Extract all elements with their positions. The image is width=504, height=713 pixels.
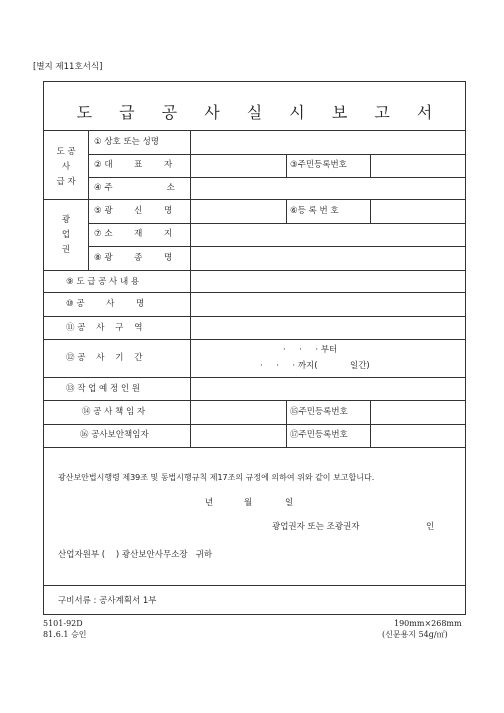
divider — [43, 130, 466, 131]
field-label-work-name: ⑩ 공 사 명 — [66, 299, 145, 309]
divider — [370, 199, 371, 223]
field-label-planned-workers: ⑬ 작 업 예 정 인 원 — [66, 384, 140, 394]
divider — [43, 377, 466, 378]
seal-mark: 인 — [426, 522, 435, 532]
date-year: 년 — [205, 498, 214, 508]
divider — [43, 447, 466, 448]
field-label-work-period: ⑫ 공 사 기 간 — [66, 353, 143, 363]
required-documents: 구비서류 : 공사계획서 1부 — [58, 596, 157, 606]
field-label-supervisor-resident-number: ⑮주민등록번호 — [290, 407, 348, 417]
footer-paper-size: 190mm×268mm — [394, 619, 462, 628]
field-label-contract-work-details: ⑨ 도 급 공 사 내 용 — [66, 277, 140, 287]
field-label-mine-name: ⑤ 광 신 명 — [94, 206, 173, 216]
section-contractor-label: 도 공 사 급 자 — [56, 147, 76, 187]
signer-title: 광업권자 또는 조광권자 — [272, 522, 360, 532]
footer-approval-date: 81.6.1 승인 — [43, 630, 87, 639]
work-period-start: · · · 부터 — [283, 345, 338, 355]
divider — [370, 154, 371, 177]
divider — [88, 246, 466, 247]
divider — [43, 316, 466, 317]
divider — [88, 223, 466, 224]
report-statement: 광산보안법시행령 제39조 및 동법시행규칙 제17조의 규정에 의하여 위와 같이 보고합니다. — [58, 473, 375, 482]
field-label-work-supervisor: ⑭ 공 사 책 임 자 — [82, 407, 146, 417]
divider — [43, 585, 466, 586]
divider — [286, 400, 287, 447]
divider — [88, 130, 89, 270]
field-label-resident-number: ③주민등록번호 — [290, 160, 347, 170]
page-title: 도 급 공 사 실 시 보 고 서 — [76, 103, 444, 122]
field-label-address: ④ 주 소 — [94, 183, 175, 193]
footer-form-code: 5101-92D — [43, 619, 83, 628]
divider — [43, 292, 466, 293]
divider — [43, 424, 466, 425]
divider — [88, 177, 466, 178]
divider — [43, 339, 466, 340]
field-label-mineral-type: ⑧ 광 종 명 — [94, 253, 173, 263]
field-label-company-name: ① 상호 또는 성명 — [94, 137, 159, 147]
divider — [286, 154, 287, 177]
section-mining-rights-label: 광 업 권 — [61, 215, 71, 255]
addressee: 산업자원부 ( ) 광산보안사무소장 귀하 — [58, 550, 213, 560]
divider — [43, 199, 466, 200]
divider — [190, 130, 191, 447]
divider — [43, 270, 466, 271]
field-label-location: ⑦ 소 재 지 — [94, 229, 173, 239]
divider — [88, 154, 466, 155]
field-label-work-area: ⑪ 공 사 구 역 — [66, 323, 143, 333]
date-day: 일 — [285, 498, 294, 508]
footer-paper-type: (신문용지 54g/㎡) — [382, 630, 448, 639]
form-number: [별지 제11호서식] — [33, 62, 103, 72]
field-label-safety-officer-resident-number: ⑰주민등록번호 — [290, 430, 348, 440]
divider — [286, 199, 287, 223]
field-label-representative: ② 대 표 자 — [94, 160, 173, 170]
field-label-safety-officer: ⑯ 공사보안책임자 — [80, 430, 149, 440]
divider — [370, 400, 371, 447]
divider — [43, 400, 466, 401]
field-label-registration-number: ⑥등 록 번 호 — [290, 206, 339, 216]
work-period-end: · · · 까지( 일간) — [260, 361, 370, 371]
date-month: 월 — [244, 498, 253, 508]
